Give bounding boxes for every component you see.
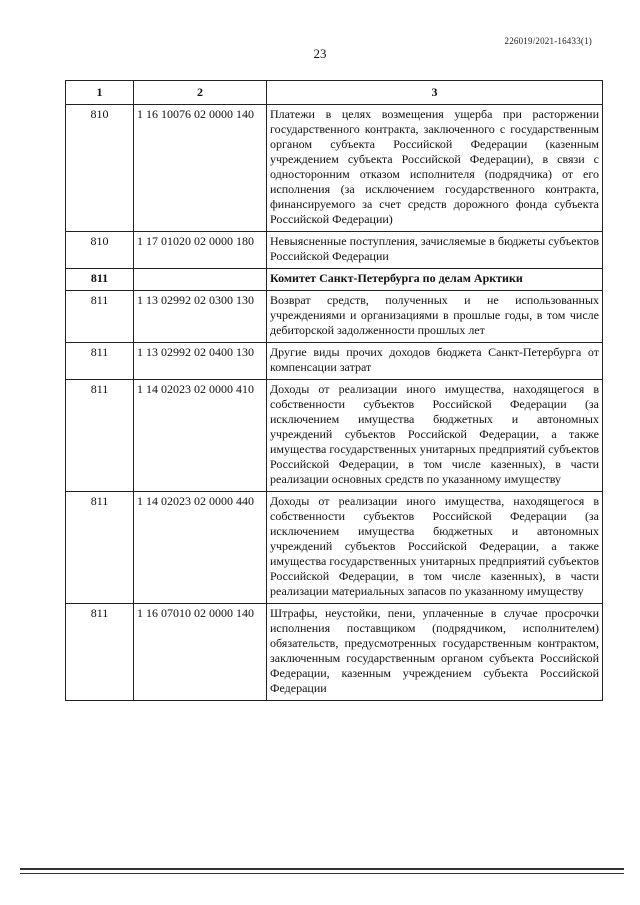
description-cell: Платежи в целях возмещения ущерба при расторжении государственного контракта, заключенного с государственным органом субъекта Российской Федерации (казенным учреждением субъекта Российской Федерации), в связи с односторонним отказом исполнителя (подрядчика) от его исполнения (за исключением государственного контракта, финансируемого за счет средств дорожного фонда субъекта Российской Федерации)	[267, 105, 603, 232]
description-cell: Комитет Санкт-Петербурга по делам Арктики	[267, 269, 603, 291]
description-cell: Другие виды прочих доходов бюджета Санкт-Петербурга от компенсации затрат	[267, 343, 603, 380]
table-row	[66, 604, 603, 701]
description-cell: Доходы от реализации иного имущества, находящегося в собственности субъектов Российской Федерации (за исключением имущества бюджетных и автономных учреждений субъектов Российской Федерации, а также имущества государственных унитарных предприятий субъектов Российской Федерации, в том числе казенных), в части реализации материальных запасов по указанному имуществу	[267, 492, 603, 604]
table-body	[66, 105, 603, 701]
table-row	[66, 492, 603, 604]
admin-code-cell: 811	[66, 269, 134, 291]
description-cell: Невыясненные поступления, зачисляемые в бюджеты субъектов Российской Федерации	[267, 232, 603, 269]
header-col-1: 1	[66, 81, 134, 105]
admin-code-cell: 811	[66, 492, 134, 604]
admin-code-cell: 810	[66, 232, 134, 269]
admin-code-cell: 811	[66, 291, 134, 343]
table-row	[66, 380, 603, 492]
revenue-codes-table	[65, 80, 603, 701]
bottom-rule-lower	[20, 873, 624, 874]
table-row	[66, 291, 603, 343]
description-cell: Доходы от реализации иного имущества, находящегося в собственности субъектов Российской Федерации (за исключением имущества бюджетных и автономных учреждений субъектов Российской Федерации, а также имущества государственных унитарных предприятий субъектов Российской Федерации, в том числе казенных), в части реализации основных средств по указанному имуществу	[267, 380, 603, 492]
table-row	[66, 343, 603, 380]
admin-code-cell: 811	[66, 604, 134, 701]
admin-code-cell: 811	[66, 343, 134, 380]
kbk-code-cell: 1 16 10076 02 0000 140	[134, 105, 267, 232]
page-number: 23	[313, 46, 327, 61]
header-col-3: 3	[267, 81, 603, 105]
table-header-row	[66, 81, 603, 105]
kbk-code-cell: 1 14 02023 02 0000 440	[134, 492, 267, 604]
kbk-code-cell	[134, 269, 267, 291]
kbk-code-cell: 1 14 02023 02 0000 410	[134, 380, 267, 492]
description-cell: Штрафы, неустойки, пени, уплаченные в случае просрочки исполнения поставщиком (подрядчиком, исполнителем) обязательств, предусмотренных государственным контрактом, заключенным государственным органом субъекта Российской Федерации, казенным учреждением субъекта Российской Федерации	[267, 604, 603, 701]
table-row	[66, 269, 603, 291]
kbk-code-cell: 1 13 02992 02 0300 130	[134, 291, 267, 343]
kbk-code-cell: 1 17 01020 02 0000 180	[134, 232, 267, 269]
kbk-code-cell: 1 16 07010 02 0000 140	[134, 604, 267, 701]
admin-code-cell: 811	[66, 380, 134, 492]
description-cell: Возврат средств, полученных и не использованных учреждениями и организациями в прошлые годы, в том числе дебиторской задолженности прошлых лет	[267, 291, 603, 343]
document-id: 226019/2021-16433(1)	[504, 36, 592, 46]
header-col-2: 2	[134, 81, 267, 105]
table-row	[66, 105, 603, 232]
table-row	[66, 232, 603, 269]
admin-code-cell: 810	[66, 105, 134, 232]
bottom-rule-upper	[20, 868, 624, 870]
kbk-code-cell: 1 13 02992 02 0400 130	[134, 343, 267, 380]
